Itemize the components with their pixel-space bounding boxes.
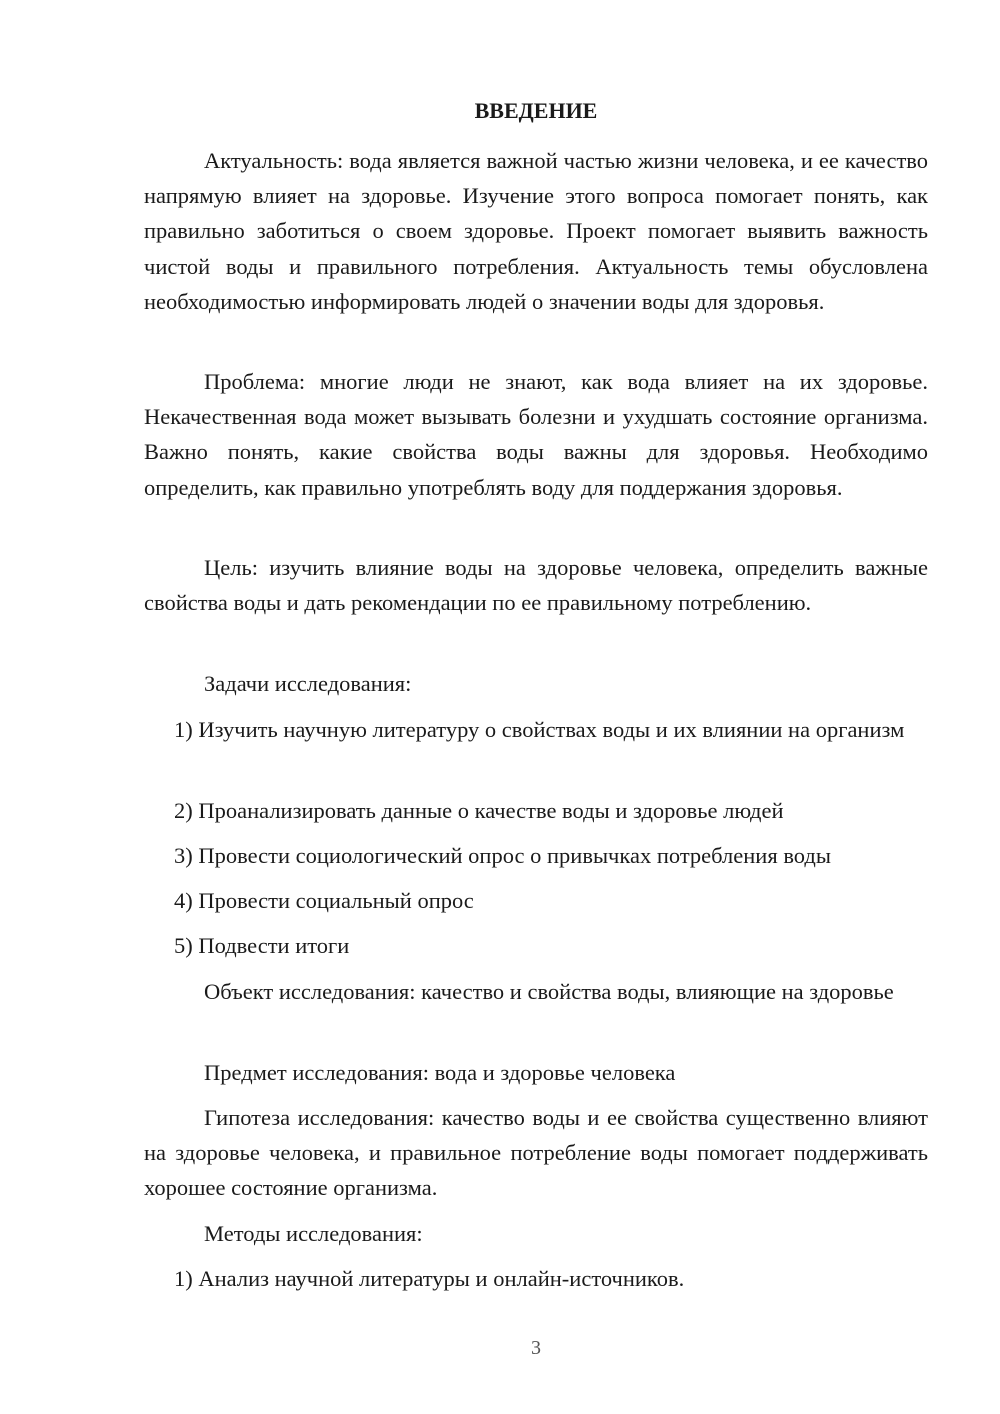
task-item-5: 5) Подвести итоги: [174, 933, 350, 958]
tasks-heading: Задачи исследования:: [204, 671, 412, 696]
paragraph-subject: Предмет исследования: вода и здоровье человека: [204, 1060, 676, 1085]
methods-heading: Методы исследования:: [204, 1221, 423, 1246]
paragraph-problem: Проблема: многие люди не знают, как вода влияет на их здоровье. Некачественная вода может вызывать болезни и ухудшать состояние организма. Важно понять, какие свойства воды важны для здоровья. Необходимо определить, как правильно употреблять воду для поддержания здоровья.: [144, 369, 928, 500]
task-item-4: 4) Провести социальный опрос: [174, 888, 474, 913]
task-item-1: 1) Изучить научную литературу о свойствах воды и их влиянии на организм: [174, 717, 905, 742]
task-item-3: 3) Провести социологический опрос о привычках потребления воды: [174, 843, 831, 868]
page-title: ВВЕДЕНИЕ: [474, 98, 598, 123]
paragraph-relevance: Актуальность: вода является важной частью жизни человека, и ее качество напрямую влияет на здоровье. Изучение этого вопроса помогает понять, как правильно заботиться о своем здоровье. Проект помогает выявить важность чистой воды и правильного потребления. Актуальность темы обусловлена необходимостью информировать людей о значении воды для здоровья.: [144, 148, 928, 314]
method-item-1: 1) Анализ научной литературы и онлайн-источников.: [174, 1266, 685, 1291]
paragraph-goal: Цель: изучить влияние воды на здоровье человека, определить важные свойства воды и дать рекомендации по ее правильному потреблению.: [144, 555, 928, 616]
paragraph-hypothesis: Гипотеза исследования: качество воды и ее свойства существенно влияют на здоровье человека, и правильное потребление воды помогает поддерживать хорошее состояние организма.: [144, 1105, 928, 1201]
paragraph-object: Объект исследования: качество и свойства воды, влияющие на здоровье: [204, 979, 894, 1004]
page-number: 3: [531, 1337, 541, 1359]
task-item-2: 2) Проанализировать данные о качестве воды и здоровье людей: [174, 798, 784, 823]
